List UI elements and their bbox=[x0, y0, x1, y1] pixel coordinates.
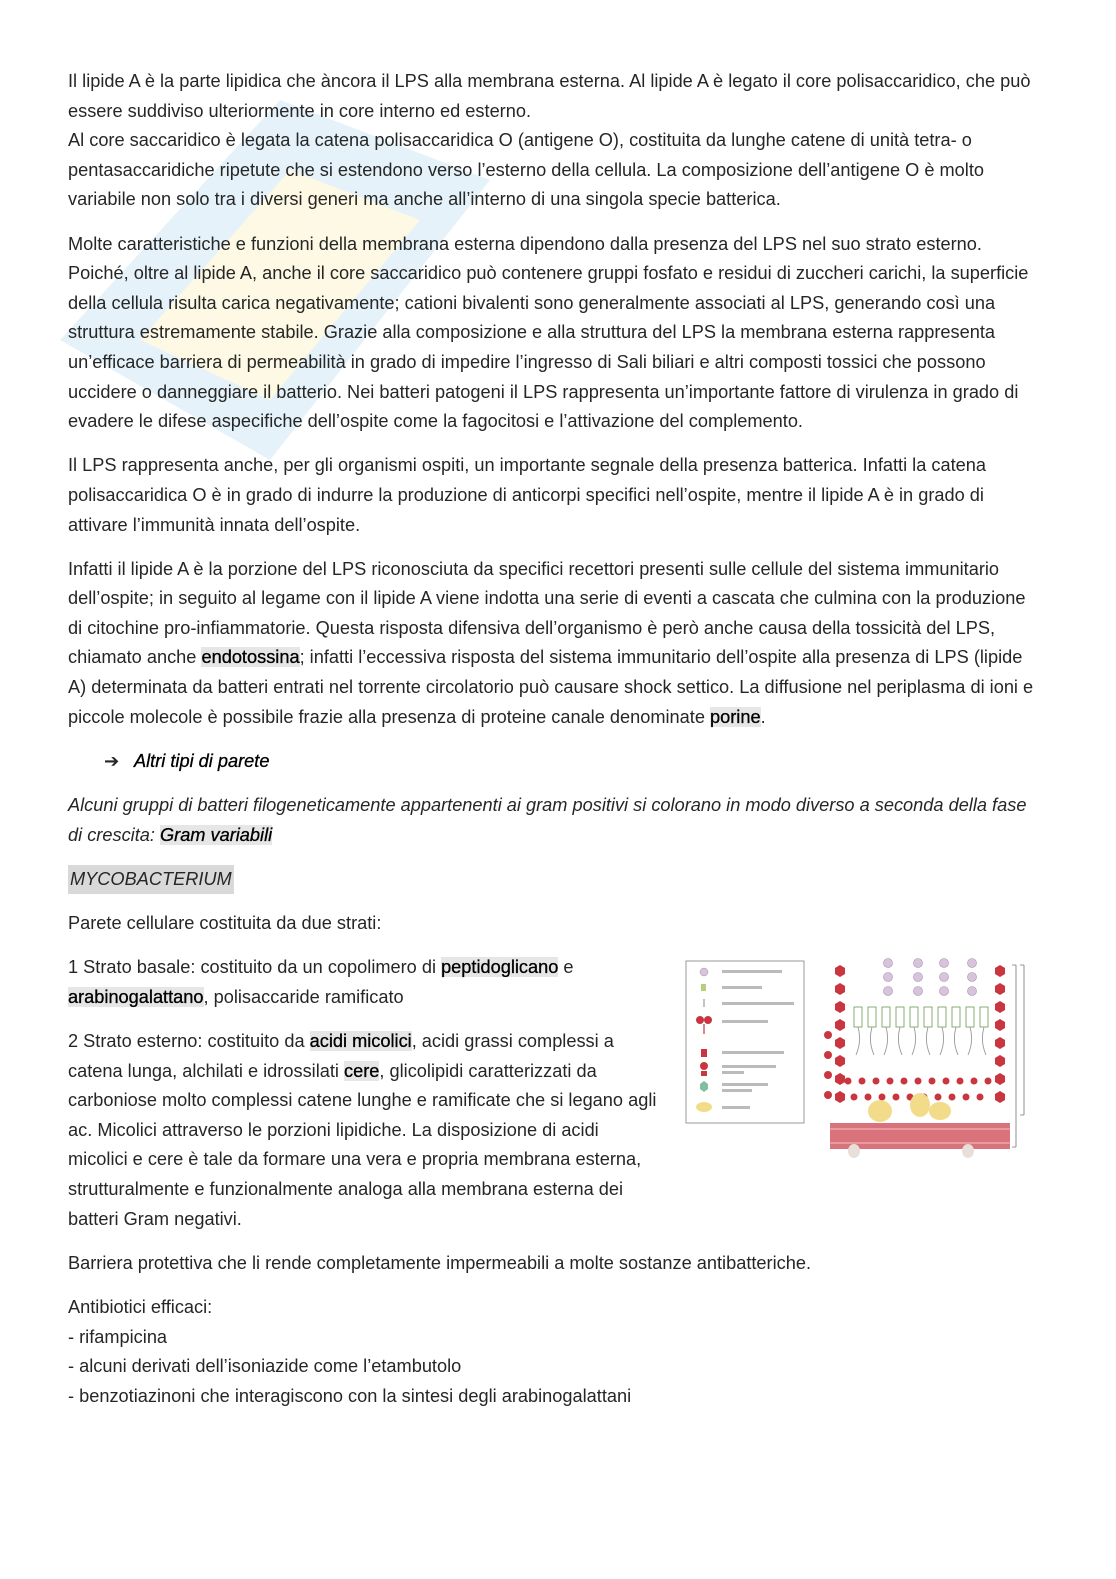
keyword-gram-variabili: Gram variabili bbox=[159, 824, 273, 845]
antibiotics-title: Antibiotici efficaci: bbox=[68, 1296, 213, 1317]
keyword-cere: cere bbox=[344, 1060, 380, 1081]
arrow-right-icon: ➔ bbox=[104, 750, 120, 771]
paragraph-text: e bbox=[558, 957, 574, 978]
paragraph-text: , glicolipidi caratterizzati da carboniose molto complessi catene lunghe e ramificate che si legano agli ac. Micolici attraverso le porzioni lipidiche. La disposizione di acidi micolici e cere è tale da formare una vera e propria membrana esterna, strutturalmente e funzionalmente analoga alla membrana esterna dei batteri Gram negativi. bbox=[68, 1060, 657, 1229]
list-item: - alcuni derivati dell’isoniazide come l’etambutolo bbox=[68, 1356, 462, 1377]
paragraph-text: , polisaccaride ramificato bbox=[203, 986, 404, 1007]
keyword-endotossina: endotossina bbox=[201, 647, 300, 668]
section-heading-text: Altri tipi di parete bbox=[134, 750, 270, 771]
list-item: - benzotiazinoni che interagiscono con la sintesi degli arabinogalattani bbox=[68, 1385, 632, 1406]
paragraph-membrana-esterna: Molte caratteristiche e funzioni della membrana esterna dipendono dalla presenza del LPS nel suo strato esterno. Poiché, oltre al lipide A, anche il core saccaridico può contenere gruppi fosfato e residui di zuccheri carichi, la superficie della cellula risulta carica negativamente; cationi bivalenti sono generalmente associati al LPS, generando così una struttura estremamente stabile. Grazie alla composizione e alla struttura del LPS la membrana esterna rappresenta un’efficace barriera di permeabilità in grado di impedire l’ingresso di Sali biliari e altri composti tossici che possono uccidere o danneggiare il batterio. Nei batteri patogeni il LPS rappresenta un’importante fattore di virulenza in grado di evadere le difese aspecifiche dell’ospite come la fagocitosi e l’attivazione del complemento. bbox=[68, 233, 1029, 432]
keyword-peptidoglicano: peptidoglicano bbox=[441, 957, 559, 978]
paragraph-text: 2 Strato esterno: costituito da bbox=[68, 1030, 310, 1051]
paragraph-text: . bbox=[760, 706, 766, 727]
paragraph-text: , acidi grassi complessi a catena lunga, alchilati e idrossilati bbox=[68, 1030, 614, 1081]
paragraph-text: Al core saccaridico è legata la catena polisaccaridica O (antigene O), costituita da lunghe catene di unità tetra- o pentasaccaridiche ripetute che si estendono verso l’esterno della cellula. La composizione dell’antigene O è molto variabile non solo tra i diversi generi ma anche all’interno di una singola specie batterica. bbox=[68, 130, 984, 210]
paragraph-barrier: Barriera protettiva che li rende completamente impermeabili a molte sostanze antibatteriche. bbox=[68, 1252, 812, 1273]
paragraph-segnale: Il LPS rappresenta anche, per gli organismi ospiti, un importante segnale della presenza batterica. Infatti la catena polisaccaridica O è in grado di indurre la produzione di anticorpi specifici nell’ospite, mentre il lipide A è in grado di attivare l’immunità innata dell’ospite. bbox=[68, 455, 986, 535]
keyword-arabinogalattano: arabinogalattano bbox=[68, 986, 204, 1007]
paragraph-text: ; infatti l’eccessiva risposta del sistema immunitario dell’ospite alla presenza di LPS (lipide A) determinata da batteri entrati nel torrente circolatorio può causare shock settico. La diffusione nel periplasma di ioni e piccole molecole è possibile frazie alla presenza di proteine canale denominate bbox=[68, 647, 1034, 727]
paragraph-gram-variabili bbox=[68, 791, 1038, 850]
paragraph-lipide-a bbox=[68, 67, 1038, 215]
mycobacterium-heading: MYCOBACTERIUM bbox=[68, 865, 234, 895]
list-item: - rifampicina bbox=[68, 1326, 168, 1347]
myco-heading-row bbox=[68, 865, 1038, 895]
section-heading bbox=[68, 747, 1038, 777]
paragraph-text: Il lipide A è la parte lipidica che àncora il LPS alla membrana esterna. Al lipide A è legato il core polisaccaridico, che può essere suddiviso ulteriormente in core interno ed esterno. bbox=[68, 71, 1031, 121]
paragraph-wall-intro: Parete cellulare costituita da due strati: bbox=[68, 913, 382, 933]
paragraph-endotossina bbox=[68, 555, 1038, 733]
paragraph-text: 1 Strato basale: costituito da un copolimero di bbox=[68, 957, 442, 978]
keyword-acidi-micolici: acidi micolici bbox=[309, 1030, 412, 1051]
keyword-porine: porine bbox=[710, 706, 761, 727]
mycobacterium-wall-figure bbox=[682, 955, 1038, 1173]
document-page bbox=[68, 67, 1038, 1426]
antibiotics-list bbox=[68, 1293, 1038, 1411]
cell-wall-diagram bbox=[824, 959, 1024, 1159]
paragraph-text: Alcuni gruppi di batteri filogeneticamente appartenenti ai gram positivi si colorano in modo diverso a seconda della fase di crescita: bbox=[68, 795, 1027, 845]
paragraph-text: Infatti il lipide A è la porzione del LPS riconosciuta da specifici recettori presenti sulle cellule del sistema immunitario dell’ospite; in seguito al legame con il lipide A viene indotta una serie di eventi a cascata che culmina con la produzione di citochine pro-infiammatorie. Questa risposta difensiva dell’organismo è però anche causa della tossicità del LPS, chiamato anche bbox=[68, 558, 1026, 668]
